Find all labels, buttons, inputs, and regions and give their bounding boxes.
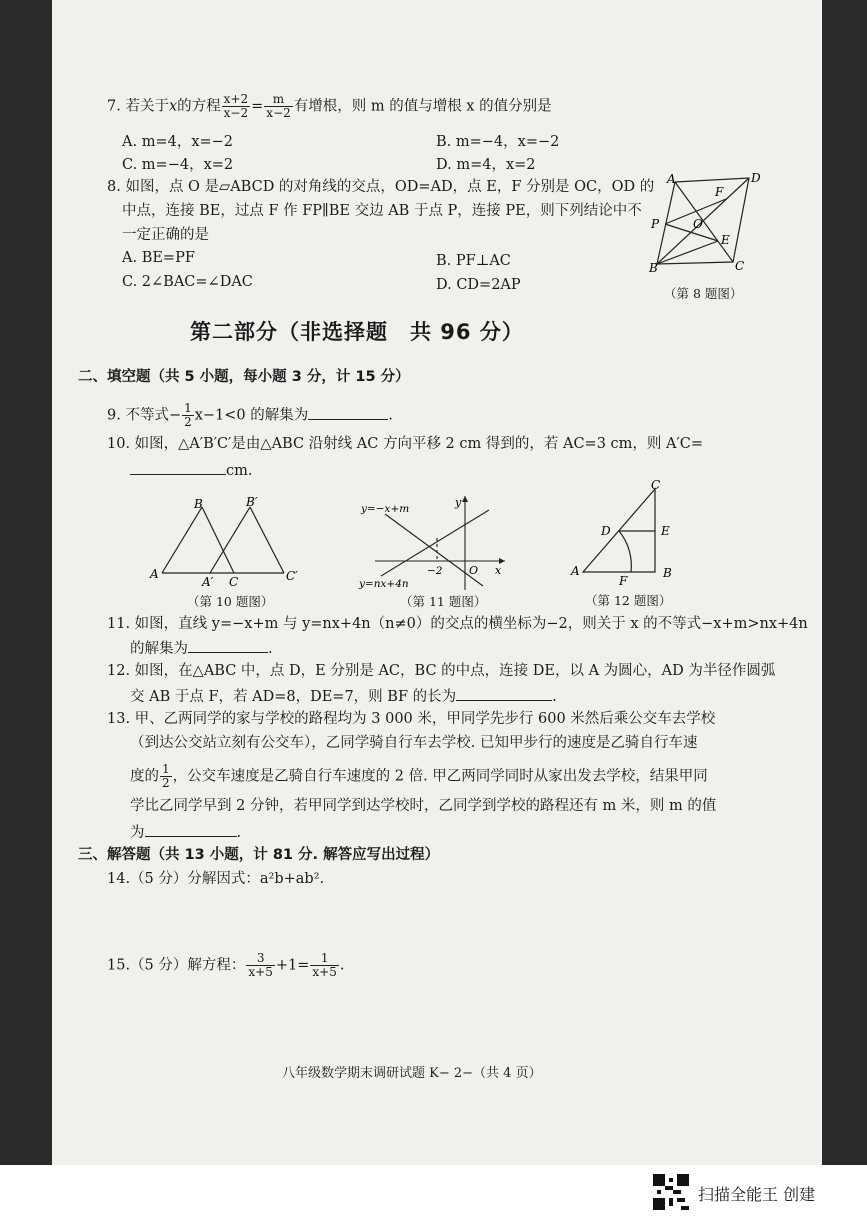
part2-heading: 第二部分（非选择题 共 96 分） [190,320,524,344]
q7-stem: 7. 若关于x的方程 $\frac{x+2}{x-2}$ = $\frac{m}{x-2}$ 有增根，则 m 的值与增根 x 的值分别是 [107,92,552,120]
q13-answer-blank[interactable] [145,822,237,837]
q11-line2: 的解集为 . [130,638,273,658]
q12-figure [563,477,693,587]
q13-line4: 学比乙同学早到 2 分钟，若甲同学到达学校时，乙同学到学校的路程还有 m 米，则 m 的值 [130,798,717,814]
q8-line2: 中点，连接 BE，过点 F 作 FP∥BE 交边 AB 于点 P，连接 PE，则下列结论中不 [122,203,642,219]
q12-label-d: D [601,524,611,538]
q11-axis-y: y [455,496,462,509]
q8-line1: 8. 如图，点 O 是▱ABCD 的对角线的交点，OD=AD，点 E，F 分别是 OC，OD 的 [107,179,655,195]
q7-option-b: B. m=−4，x=−2 [436,134,560,150]
q12-label-e: E [661,524,670,538]
q10-label-c-prime: C′ [286,569,298,583]
q7-option-a: A. m=4，x=−2 [122,134,234,150]
q10-label-b-prime: B′ [246,495,258,509]
q10-label-c: C [229,575,239,589]
q15: 15.（5 分）解方程： $\frac{3}{x+5}$ +1= $\frac{1}{x+5}$ . [107,951,345,979]
q8-label-o: O [693,217,703,231]
q8-label-c: C [735,259,745,273]
q11-origin: O [469,564,479,577]
y-axis-arrow-icon [462,496,468,502]
q11-tick-label: −2 [427,565,443,577]
q8-option-b: B. PF⊥AC [436,253,511,269]
q11-line-label-2: y=nx+4n [359,578,409,590]
q8-label-p: P [651,217,660,231]
q8-option-d: D. CD=2AP [436,277,521,293]
q12-label-a: A [571,564,580,578]
q8-label-f: F [715,185,724,199]
q7-option-c: C. m=−4，x=2 [122,157,234,173]
q9-stem: 9. 不等式− $\frac{1}{2}$ x−1<0 的解集为 . [107,401,393,429]
q9-fraction: $\frac{1}{2}$ [184,401,192,429]
q11-answer-blank[interactable] [188,638,268,653]
q13-line1: 13. 甲、乙两同学的家与学校的路程均为 3 000 米，甲同学先步行 600 米然后乘公交车去学校 [107,711,716,727]
q7-fraction-1: $\frac{x+2}{x-2}$ [223,92,249,120]
q9-answer-blank[interactable] [308,405,388,420]
q11-figure [355,490,515,595]
scanner-watermark: 扫描全能王 创建 [698,1185,816,1204]
q12-label-f: F [619,574,628,587]
q10-line1: 10. 如图，△A′B′C′是由△ABC 沿射线 AC 方向平移 2 cm 得到的，若 AC=3 cm，则 A′C= [107,436,704,452]
q10-label-a: A [150,567,159,581]
q13-line2: （到达公交站立刻有公交车），乙同学骑自行车去学校. 已知甲步行的速度是乙骑自行车速 [130,735,698,751]
q11-axis-x: x [495,564,502,577]
q10-line2: cm. [130,460,252,480]
q8-line3: 一定正确的是 [122,227,209,243]
q8-caption: （第 8 题图） [664,286,743,301]
q12-line2: 交 AB 于点 F，若 AD=8，DE=7，则 BF 的长为 . [130,686,557,706]
q12-label-b: B [663,566,672,580]
q12-answer-blank[interactable] [456,686,552,701]
q15-fraction-1: $\frac{3}{x+5}$ [248,951,273,979]
q10-caption: （第 10 题图） [187,594,274,609]
q13-fraction: $\frac{1}{2}$ [162,762,170,790]
q12-caption: （第 12 题图） [585,593,672,608]
page-footer: 八年级数学期末调研试题 K− 2−（共 4 页） [282,1066,542,1081]
q7-fraction-2: $\frac{m}{x-2}$ [266,92,291,120]
qr-code-icon [653,1174,689,1210]
q11-line-label-1: y=−x+m [361,503,410,515]
q8-label-d: D [751,171,761,185]
q13-line5: 为 . [130,822,241,842]
q12-label-c: C [651,478,661,492]
q8-label-b: B [649,261,658,275]
q10-label-b: B [194,497,203,511]
q13-line3: 度的 $\frac{1}{2}$ ，公交车速度是乙骑自行车速度的 2 倍. 甲乙两同学同时从家出发去学校，结果甲同 [130,762,708,790]
q10-answer-blank[interactable] [130,460,226,475]
q8-option-c: C. 2∠BAC=∠DAC [122,274,253,290]
q14: 14.（5 分）分解因式：a²b+ab². [107,871,325,887]
q15-fraction-2: $\frac{1}{x+5}$ [312,951,337,979]
q8-label-e: E [721,233,730,247]
q12-line1: 12. 如图，在△ABC 中，点 D，E 分别是 AC，BC 的中点，连接 DE，以 A 为圆心，AD 为半径作圆弧 [107,663,776,679]
section2-title: 二、填空题（共 5 小题，每小题 3 分，计 15 分） [78,369,410,385]
q11-line1: 11. 如图，直线 y=−x+m 与 y=nx+4n（n≠0）的交点的横坐标为−2，则关于 x 的不等式−x+m>nx+4n [107,616,808,632]
section3-title: 三、解答题（共 13 小题，计 81 分. 解答应写出过程） [78,847,440,863]
q10-figure [140,492,310,592]
q8-option-a: A. BE=PF [122,250,195,266]
q10-label-a-prime: A′ [202,575,214,589]
q11-caption: （第 11 题图） [400,594,487,609]
q8-figure [645,168,770,280]
q8-label-a: A [667,172,676,186]
q7-option-d: D. m=4，x=2 [436,157,536,173]
